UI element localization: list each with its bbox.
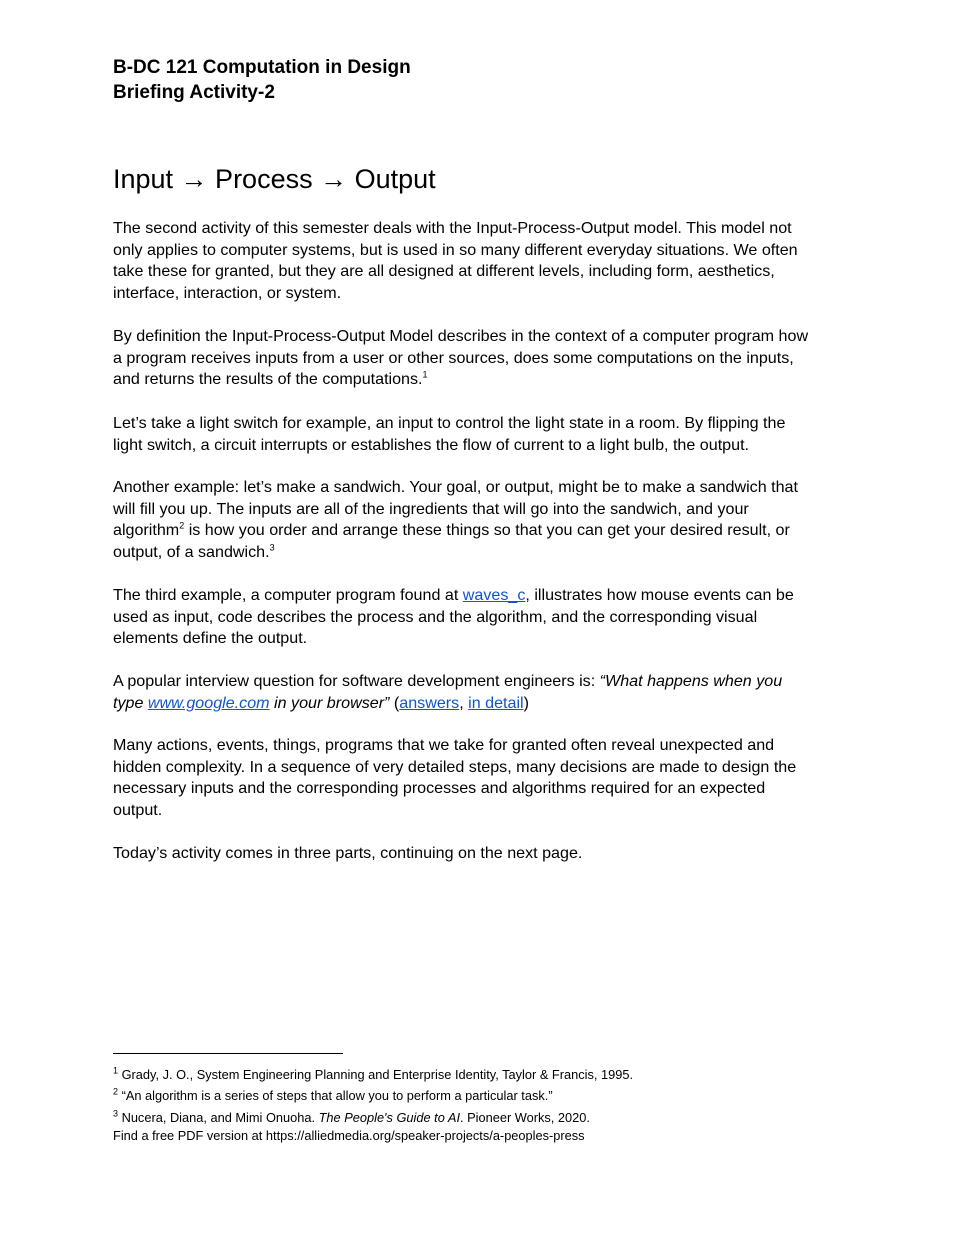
paragraph-definition [113, 326, 813, 391]
in-detail-link[interactable]: in detail [468, 693, 524, 712]
interview-quote: “What happens when you type www.google.com in your browser” [113, 672, 783, 712]
footnote-book-title: The People's Guide to AI [318, 1110, 461, 1125]
footnote-number: 1 [113, 1065, 119, 1076]
footnote-3-extra: Find a free PDF version at https://alliedmedia.org/speaker-projects/a-peoples-press [113, 1128, 585, 1143]
footnote-2 [113, 1087, 553, 1105]
footnote-text: Nucera, Diana, and Mimi Onuoha. [121, 1110, 319, 1125]
paragraph-waves [113, 585, 813, 650]
paragraph-today: Today’s activity comes in three parts, continuing on the next page. [113, 844, 583, 862]
page-title: Input → Process → Output [113, 164, 436, 194]
paragraph-text: , illustrates how mouse events can be used as input, code describes the process and the algorithm, and the corresponding visual elements define the output. [113, 586, 794, 648]
answers-link[interactable]: answers [399, 693, 460, 712]
google-link[interactable]: www.google.com [147, 693, 270, 712]
course-header [113, 55, 411, 105]
footnote-ref[interactable]: 3 [269, 542, 275, 553]
paragraph-intro: The second activity of this semester deals with the Input-Process-Output model. This model not only applies to computer systems, but is used in so many different everyday situations. We often take these for granted, but they are all designed at different levels, including form, aesthetics, interface, interaction, or system. [113, 219, 798, 302]
paragraph-complexity: Many actions, events, things, programs that we take for granted often reveal unexpected and hidden complexity. In a sequence of very detailed steps, many decisions are made to design the necessary inputs and the corresponding processes and algorithms required for an expected output. [113, 736, 797, 819]
paragraph-text: The third example, a computer program found at [113, 586, 463, 604]
paragraph-interview: A popular interview question for software development engineers is: “What happens when you type www.google.com in your browser” (answers, in detail) [113, 672, 783, 712]
course-title: B-DC 121 Computation in Design [113, 57, 411, 78]
paragraph-text: A popular interview question for software development engineers is: [113, 672, 600, 690]
paragraph-light-switch: Let’s take a light switch for example, an input to control the light state in a room. By flipping the light switch, a circuit interrupts or establishes the flow of current to a light bulb, the output. [113, 414, 786, 454]
footnote-number: 2 [113, 1086, 119, 1097]
paragraph-text: Another example: let’s make a sandwich. Your goal, or output, might be to make a sandwich that will fill you up. The inputs are all of the ingredients that will go into the sandwich, and your algorithm [113, 478, 798, 540]
activity-title: Briefing Activity-2 [113, 82, 275, 103]
footnote-number: 3 [113, 1108, 119, 1119]
footnote-3 [113, 1109, 590, 1127]
footnote-divider [113, 1053, 343, 1054]
footnote-text: . Pioneer Works, 2020. [460, 1110, 590, 1125]
paragraph-text: By definition the Input-Process-Output Model describes in the context of a computer program how a program receives inputs from a user or other sources, does some computations on the inputs, and returns the results of the computations. [113, 327, 809, 389]
footnote-text: “An algorithm is a series of steps that allow you to perform a particular task.” [121, 1088, 553, 1103]
waves-link[interactable]: waves_c [462, 586, 526, 604]
paragraph-sandwich [113, 477, 813, 563]
footnote-1 [113, 1066, 633, 1084]
paragraph-text: is how you order and arrange these things so that you can get your desired result, or output, of a sandwich. [113, 521, 790, 561]
footnote-ref[interactable]: 2 [179, 520, 185, 531]
footnote-ref[interactable]: 1 [422, 369, 428, 380]
footnote-text: Grady, J. O., System Engineering Planning and Enterprise Identity, Taylor & Francis, 1995. [121, 1067, 633, 1082]
